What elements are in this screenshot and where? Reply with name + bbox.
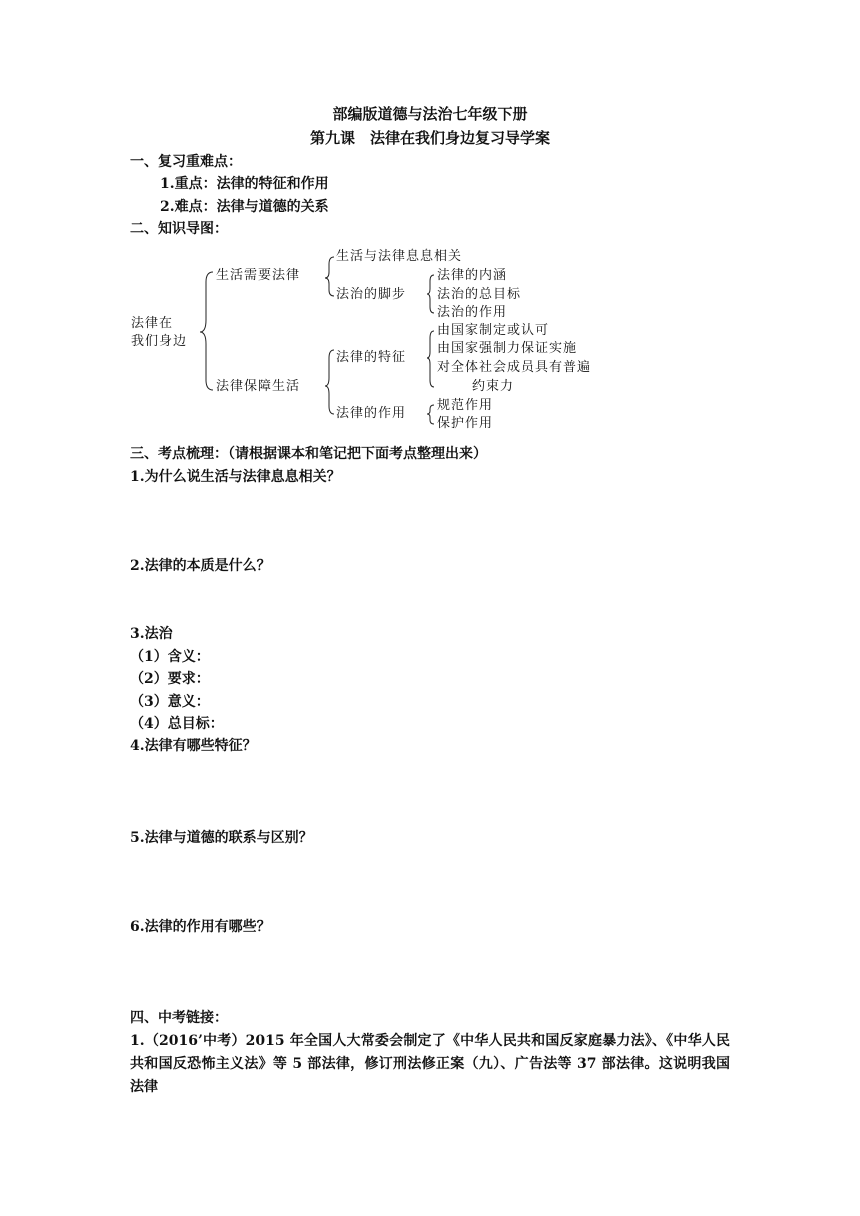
feature-1: 由国家制定或认可 [437,323,550,338]
question-5: 5.法律与道德的联系与区别？ [130,830,313,846]
q3-meaning: （1）含义： [130,649,210,665]
mindmap-root-line1: 法律在 [131,316,174,331]
page-subtitle: 第九课 法律在我们身边复习导学案 [309,129,550,147]
branch2-brace [325,350,334,414]
page-title: 部编版道德与法治七年级下册 [332,105,528,123]
key-point: 1.重点：法律的特征和作用 [160,176,329,192]
node-law-features: 法律的特征 [336,350,407,365]
feature-3: 对全体社会成员具有普遍 [437,360,592,375]
role-regulate: 规范作用 [437,398,494,413]
branch1-brace [325,257,334,296]
section4-heading: 四、中考链接： [130,1010,228,1026]
node-life-law-related: 生活与法律息息相关 [336,249,463,264]
features-brace [427,331,434,387]
role-protect: 保护作用 [437,416,494,431]
q3-significance: （3）意义： [130,694,210,710]
section2-heading: 二、知识导图： [130,221,228,237]
question-6: 6.法律的作用有哪些？ [130,919,271,935]
difficult-point: 2.难点：法律与道德的关系 [160,199,329,215]
node-law-roles: 法律的作用 [336,406,407,421]
feature-3-cont: 约束力 [472,379,515,394]
node-law-connotation: 法律的内涵 [437,268,508,283]
feature-2: 由国家强制力保证实施 [437,341,578,356]
branch-life-needs-law: 生活需要法律 [216,268,301,283]
roles-brace [427,405,434,424]
node-rule-of-law-role: 法治的作用 [437,305,508,320]
q3-requirement: （2）要求： [130,671,210,687]
exam-question-1: 1.（2016’中考）2015 年全国人大常委会制定了《中华人民共和国反家庭暴力法》、《中华人民共和国反恐怖主义法》等 5 部法律，修订刑法修正案（九）、广告法等 37 部法律。这说明我国法律 [130,1033,730,1095]
root-brace [200,272,213,390]
section3-heading: 三、考点梳理：（请根据课本和笔记把下面考点整理出来） [130,446,487,462]
question-1: 1.为什么说生活与法律息息相关？ [130,469,341,485]
branch-law-protects-life: 法律保障生活 [216,379,301,394]
q3-goal: （4）总目标： [130,716,224,732]
law-path-brace [427,275,434,313]
mindmap-root-line2: 我们身边 [131,334,188,349]
node-rule-of-law-steps: 法治的脚步 [336,287,407,302]
question-2: 2.法律的本质是什么？ [130,558,271,574]
question-3: 3.法治 [130,626,173,642]
question-4: 4.法律有哪些特征？ [130,738,257,754]
node-rule-of-law-goal: 法治的总目标 [437,287,522,302]
section1-heading: 一、复习重难点： [130,154,242,170]
